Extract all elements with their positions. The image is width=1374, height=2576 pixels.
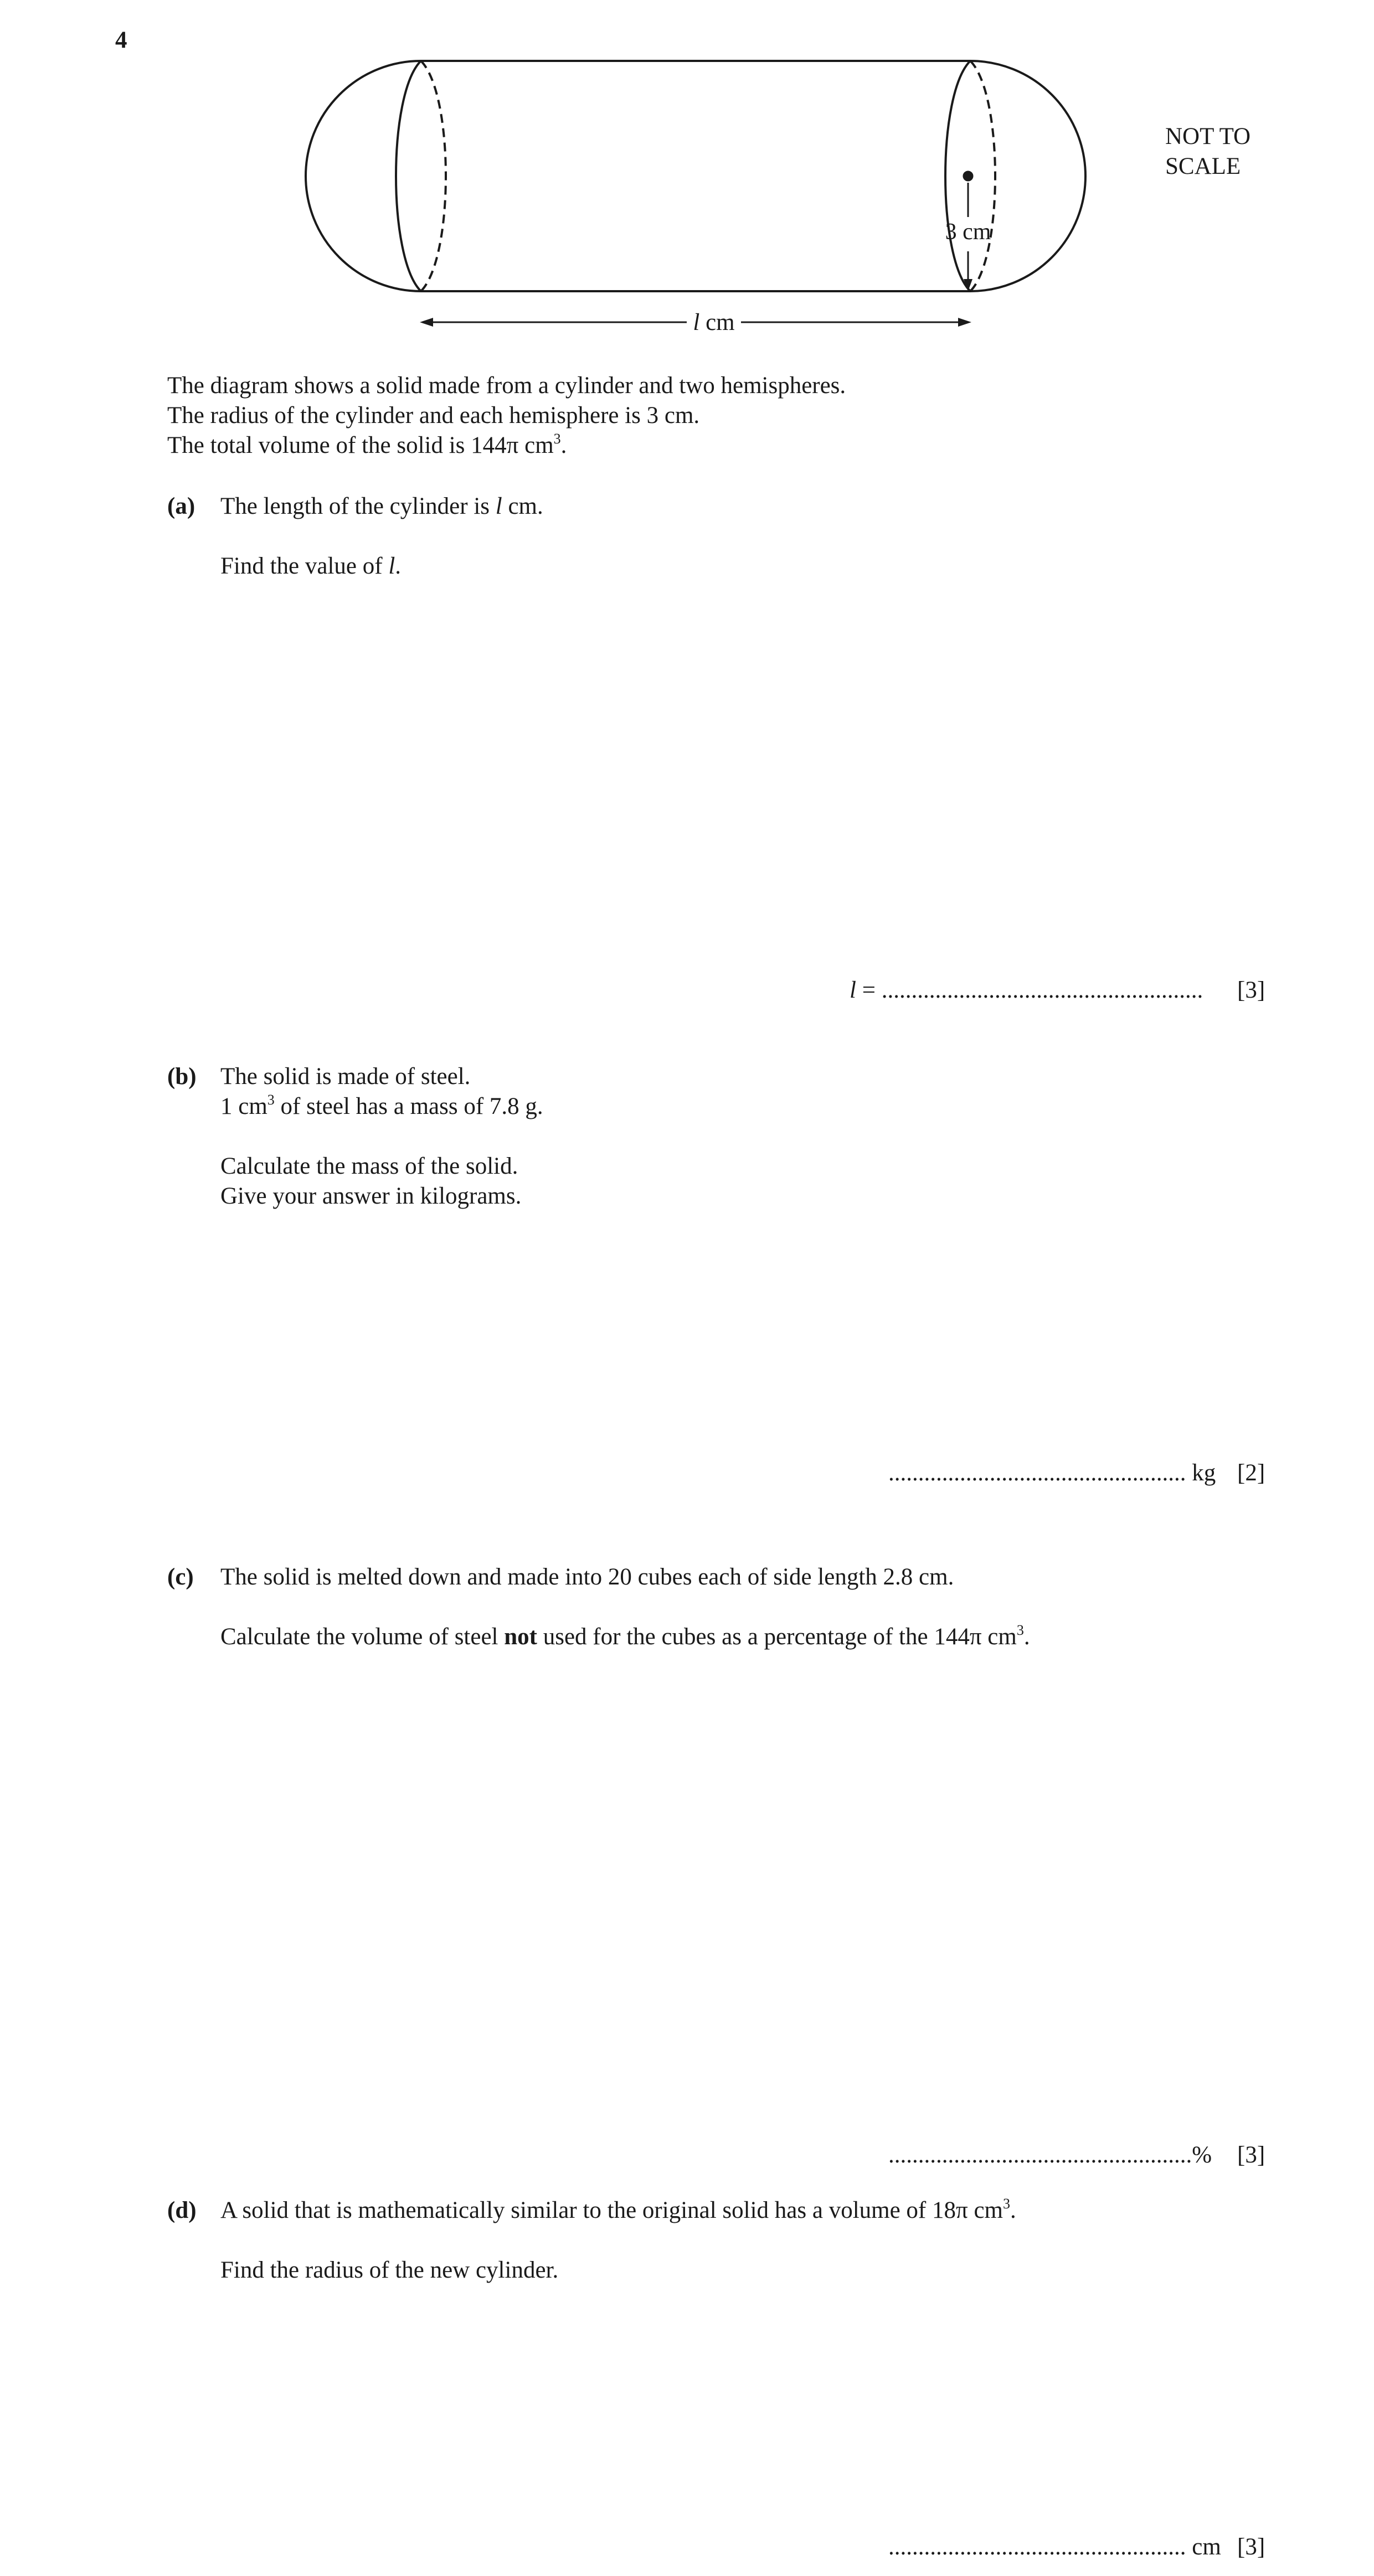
page-number: 4 bbox=[115, 27, 127, 53]
length-arrow-right bbox=[958, 318, 971, 327]
part-b-line4: Give your answer in kilograms. bbox=[220, 1183, 522, 1209]
part-a-label: (a) bbox=[167, 493, 195, 519]
part-d-label: (d) bbox=[167, 2197, 197, 2223]
not-to-scale-line2: SCALE bbox=[1165, 153, 1241, 179]
part-c-label: (c) bbox=[167, 1564, 194, 1590]
left-face-front bbox=[396, 61, 421, 291]
part-c-marks: [3] bbox=[1237, 2142, 1265, 2168]
part-a-answer-line[interactable]: l = ...................................................... bbox=[850, 977, 1203, 1003]
part-c-line1: The solid is melted down and made into 20 cubes each of side length 2.8 cm. bbox=[220, 1564, 954, 1590]
part-c-answer-line[interactable]: ...................................................% bbox=[888, 2142, 1212, 2168]
part-b-line1: The solid is made of steel. bbox=[220, 1064, 471, 1090]
part-d-marks: [3] bbox=[1237, 2534, 1265, 2560]
left-face-back bbox=[421, 61, 446, 291]
right-hemisphere bbox=[970, 61, 1085, 291]
right-face-back bbox=[970, 61, 995, 291]
part-a-line1: The length of the cylinder is l cm. bbox=[220, 493, 543, 519]
part-d-line2: Find the radius of the new cylinder. bbox=[220, 2257, 559, 2283]
part-b-line3: Calculate the mass of the solid. bbox=[220, 1153, 518, 1179]
part-d-answer-line[interactable]: .................................................. cm bbox=[888, 2534, 1221, 2560]
intro-line2: The radius of the cylinder and each hemisphere is 3 cm. bbox=[167, 402, 700, 429]
part-c-line2: Calculate the volume of steel not used for the cubes as a percentage of the 144π $cm^3$. bbox=[220, 1622, 1030, 1650]
length-label-unit: cm bbox=[699, 309, 735, 335]
radius-label: 3 cm bbox=[945, 219, 991, 245]
length-arrow-left bbox=[420, 318, 433, 327]
length-label bbox=[693, 309, 734, 335]
part-b-line2: 1 $cm^3$ of steel has a mass of 7.8 g. bbox=[220, 1091, 543, 1119]
intro-line3: The total volume of the solid is 144π $cm^3$. bbox=[167, 430, 567, 458]
centre-point bbox=[964, 172, 972, 180]
length-label-var: l bbox=[693, 309, 700, 335]
part-b-marks: [2] bbox=[1237, 1460, 1265, 1486]
part-a-marks: [3] bbox=[1237, 977, 1265, 1003]
intro-line1: The diagram shows a solid made from a cylinder and two hemispheres. bbox=[167, 373, 846, 399]
not-to-scale-line1: NOT TO bbox=[1165, 123, 1251, 149]
part-b-label: (b) bbox=[167, 1064, 197, 1090]
part-b-answer-line[interactable]: .................................................. kg bbox=[888, 1460, 1216, 1486]
part-d-line1: A solid that is mathematically similar to the original solid has a volume of 18π $cm^3$. bbox=[220, 2195, 1016, 2223]
part-a-line2: Find the value of l. bbox=[220, 553, 402, 579]
